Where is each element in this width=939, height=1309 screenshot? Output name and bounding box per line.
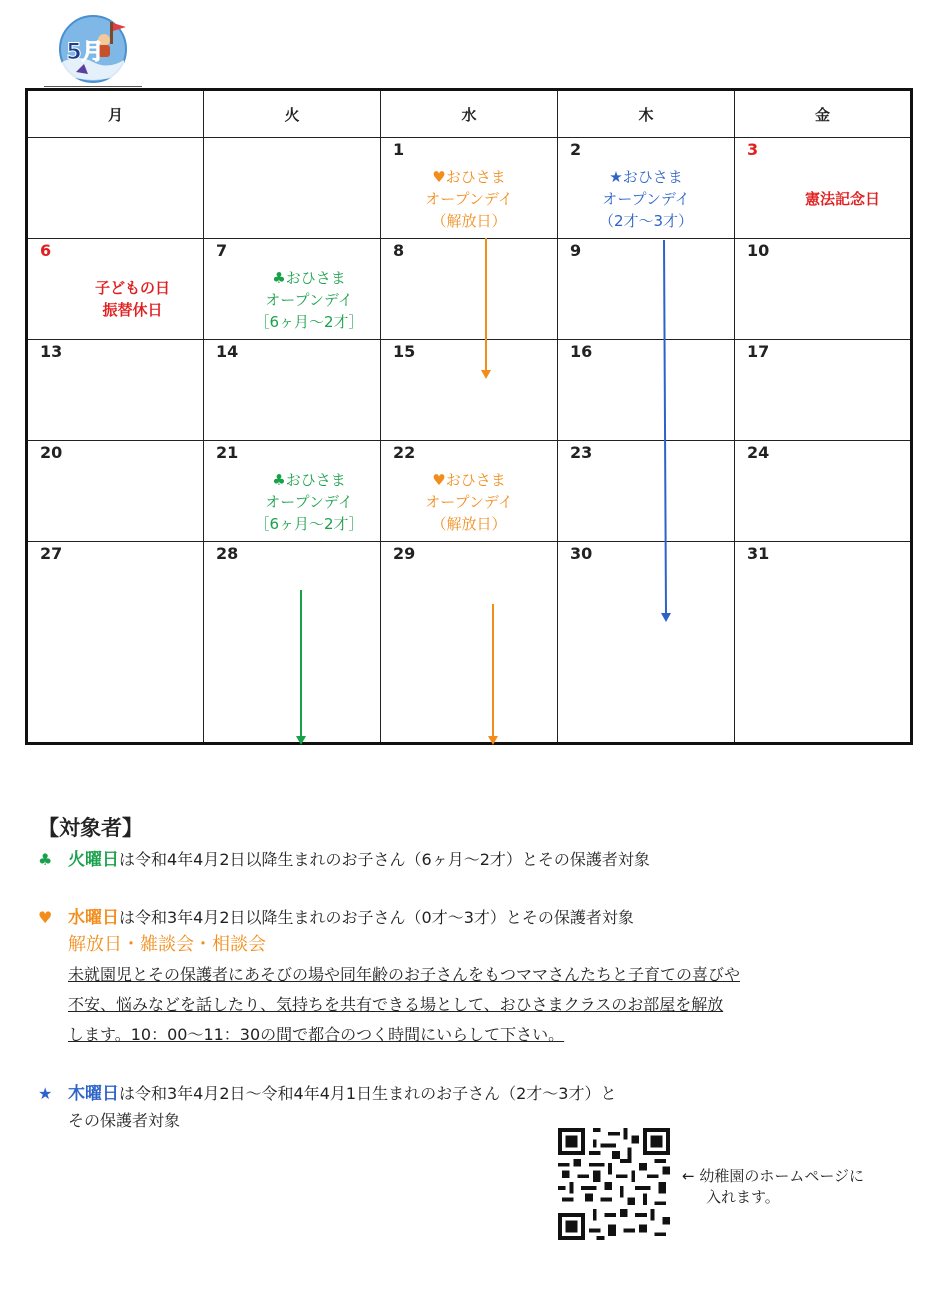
wednesday-desc-line: 未就園児とその保護者にあそびの場や同年齢のお子さんをもつママさんたちと子育ての喜びや bbox=[68, 965, 741, 984]
tuesday-target-text: は令和4年4月2日以降生まれのお子さん（6ヶ月～2才）とその保護者対象 bbox=[119, 850, 650, 869]
day-cell bbox=[381, 340, 558, 441]
club-icon: ♣ bbox=[38, 850, 53, 869]
day-number: 10 bbox=[747, 241, 770, 260]
wednesday-target-text: は令和3年4月2日以降生まれのお子さん（0才～3才）とその保護者対象 bbox=[119, 908, 634, 927]
day-cell bbox=[27, 441, 204, 542]
day-number: 14 bbox=[216, 342, 239, 361]
wednesday-desc-line: します。10：00～11：30の間で都合のつく時間にいらして下さい。 bbox=[68, 1025, 565, 1044]
thursday-keyword: 木曜日 bbox=[68, 1084, 119, 1104]
star-icon: ★ bbox=[38, 1084, 53, 1103]
day-cell bbox=[27, 542, 204, 744]
day-cell bbox=[204, 542, 381, 744]
weekday-fri: 金 bbox=[735, 90, 912, 138]
event-wed-openday bbox=[381, 166, 557, 232]
day-number: 31 bbox=[747, 544, 770, 563]
tuesday-target-line bbox=[38, 849, 650, 871]
event-holiday bbox=[28, 277, 203, 321]
day-number: 29 bbox=[393, 544, 416, 563]
day-cell bbox=[204, 340, 381, 441]
day-cell bbox=[735, 340, 912, 441]
day-number: 3 bbox=[747, 140, 759, 159]
day-number: 1 bbox=[393, 140, 405, 159]
event-line: ♥おひさま bbox=[432, 471, 506, 489]
event-line: ★おひさま bbox=[609, 168, 683, 186]
event-thu-openday bbox=[558, 166, 734, 232]
event-line: オープンデイ bbox=[602, 190, 690, 208]
section-title: 【対象者】 bbox=[38, 816, 143, 840]
event-line: オープンデイ bbox=[265, 493, 353, 511]
heart-icon: ♥ bbox=[38, 908, 53, 927]
week-row bbox=[27, 441, 912, 542]
badge-underline bbox=[44, 86, 142, 87]
day-cell bbox=[558, 542, 735, 744]
weekday-tue: 火 bbox=[204, 90, 381, 138]
day-cell bbox=[735, 542, 912, 744]
day-number: 30 bbox=[570, 544, 593, 563]
wednesday-keyword: 水曜日 bbox=[68, 908, 119, 928]
month-badge-icon bbox=[58, 14, 128, 84]
event-line: ♥おひさま bbox=[432, 168, 506, 186]
event-line: （解放日） bbox=[431, 212, 507, 230]
day-cell bbox=[27, 138, 204, 239]
wednesday-target-line bbox=[38, 907, 634, 929]
month-badge-text: 5月 bbox=[66, 40, 104, 65]
day-cell bbox=[735, 441, 912, 542]
day-cell bbox=[27, 340, 204, 441]
calendar-table bbox=[25, 88, 913, 745]
day-cell bbox=[381, 138, 558, 239]
event-line: オープンデイ bbox=[425, 493, 513, 511]
day-number: 27 bbox=[40, 544, 63, 563]
weekday-mon: 月 bbox=[27, 90, 204, 138]
day-cell bbox=[558, 340, 735, 441]
event-line: ♣おひさま bbox=[272, 471, 346, 489]
qr-note-line: ← 幼稚園のホームページに bbox=[682, 1167, 865, 1185]
day-number: 7 bbox=[216, 241, 228, 260]
week-row bbox=[27, 542, 912, 744]
qr-note bbox=[682, 1166, 864, 1208]
day-number: 20 bbox=[40, 443, 63, 462]
day-cell bbox=[204, 441, 381, 542]
day-cell bbox=[558, 239, 735, 340]
week-row bbox=[27, 239, 912, 340]
day-number: 2 bbox=[570, 140, 582, 159]
qr-code-icon[interactable] bbox=[558, 1128, 670, 1240]
day-cell bbox=[204, 138, 381, 239]
event-line: ［6ヶ月～2才］ bbox=[254, 515, 364, 533]
day-cell bbox=[381, 542, 558, 744]
day-number: 23 bbox=[570, 443, 593, 462]
event-tue-openday bbox=[204, 267, 380, 333]
event-line: （2才～3才） bbox=[598, 212, 694, 230]
wednesday-subtitle: 解放日・雑談会・相談会 bbox=[68, 934, 266, 955]
weekday-thu: 木 bbox=[558, 90, 735, 138]
tuesday-keyword: 火曜日 bbox=[68, 850, 119, 870]
event-line: ［6ヶ月～2才］ bbox=[254, 313, 364, 331]
day-cell bbox=[558, 441, 735, 542]
week-row bbox=[27, 138, 912, 239]
day-number: 24 bbox=[747, 443, 770, 462]
day-cell bbox=[27, 239, 204, 340]
day-cell bbox=[735, 138, 912, 239]
event-line: 憲法記念日 bbox=[804, 190, 880, 208]
day-number: 17 bbox=[747, 342, 770, 361]
day-cell bbox=[381, 239, 558, 340]
event-line: 振替休日 bbox=[102, 301, 163, 319]
day-cell bbox=[558, 138, 735, 239]
day-cell bbox=[381, 441, 558, 542]
day-number: 16 bbox=[570, 342, 593, 361]
thursday-target-text: は令和3年4月2日～令和4年4月1日生まれのお子さん（2才～3才）と bbox=[119, 1084, 617, 1103]
qr-note-line: 入れます。 bbox=[706, 1188, 780, 1206]
event-line: （解放日） bbox=[431, 515, 507, 533]
event-line: オープンデイ bbox=[265, 291, 353, 309]
wednesday-desc-line: 不安、悩みなどを話したり、気持ちを共有できる場として、おひさまクラスのお部屋を解放 bbox=[68, 995, 724, 1014]
day-number: 8 bbox=[393, 241, 405, 260]
day-cell bbox=[204, 239, 381, 340]
day-number: 21 bbox=[216, 443, 239, 462]
day-number: 9 bbox=[570, 241, 582, 260]
weekday-wed: 水 bbox=[381, 90, 558, 138]
event-tue-openday bbox=[204, 469, 380, 535]
event-line: ♣おひさま bbox=[272, 269, 346, 287]
thursday-target-line bbox=[38, 1083, 616, 1105]
day-number: 6 bbox=[40, 241, 52, 260]
day-number: 28 bbox=[216, 544, 239, 563]
day-number: 13 bbox=[40, 342, 63, 361]
day-cell bbox=[735, 239, 912, 340]
day-number: 15 bbox=[393, 342, 416, 361]
week-row bbox=[27, 340, 912, 441]
event-line: 子どもの日 bbox=[94, 279, 170, 297]
event-wed-openday bbox=[381, 469, 557, 535]
thursday-target-text-2: その保護者対象 bbox=[68, 1111, 181, 1130]
day-number: 22 bbox=[393, 443, 416, 462]
weekday-header-row bbox=[27, 90, 912, 138]
event-line: オープンデイ bbox=[425, 190, 513, 208]
event-holiday bbox=[735, 188, 910, 210]
